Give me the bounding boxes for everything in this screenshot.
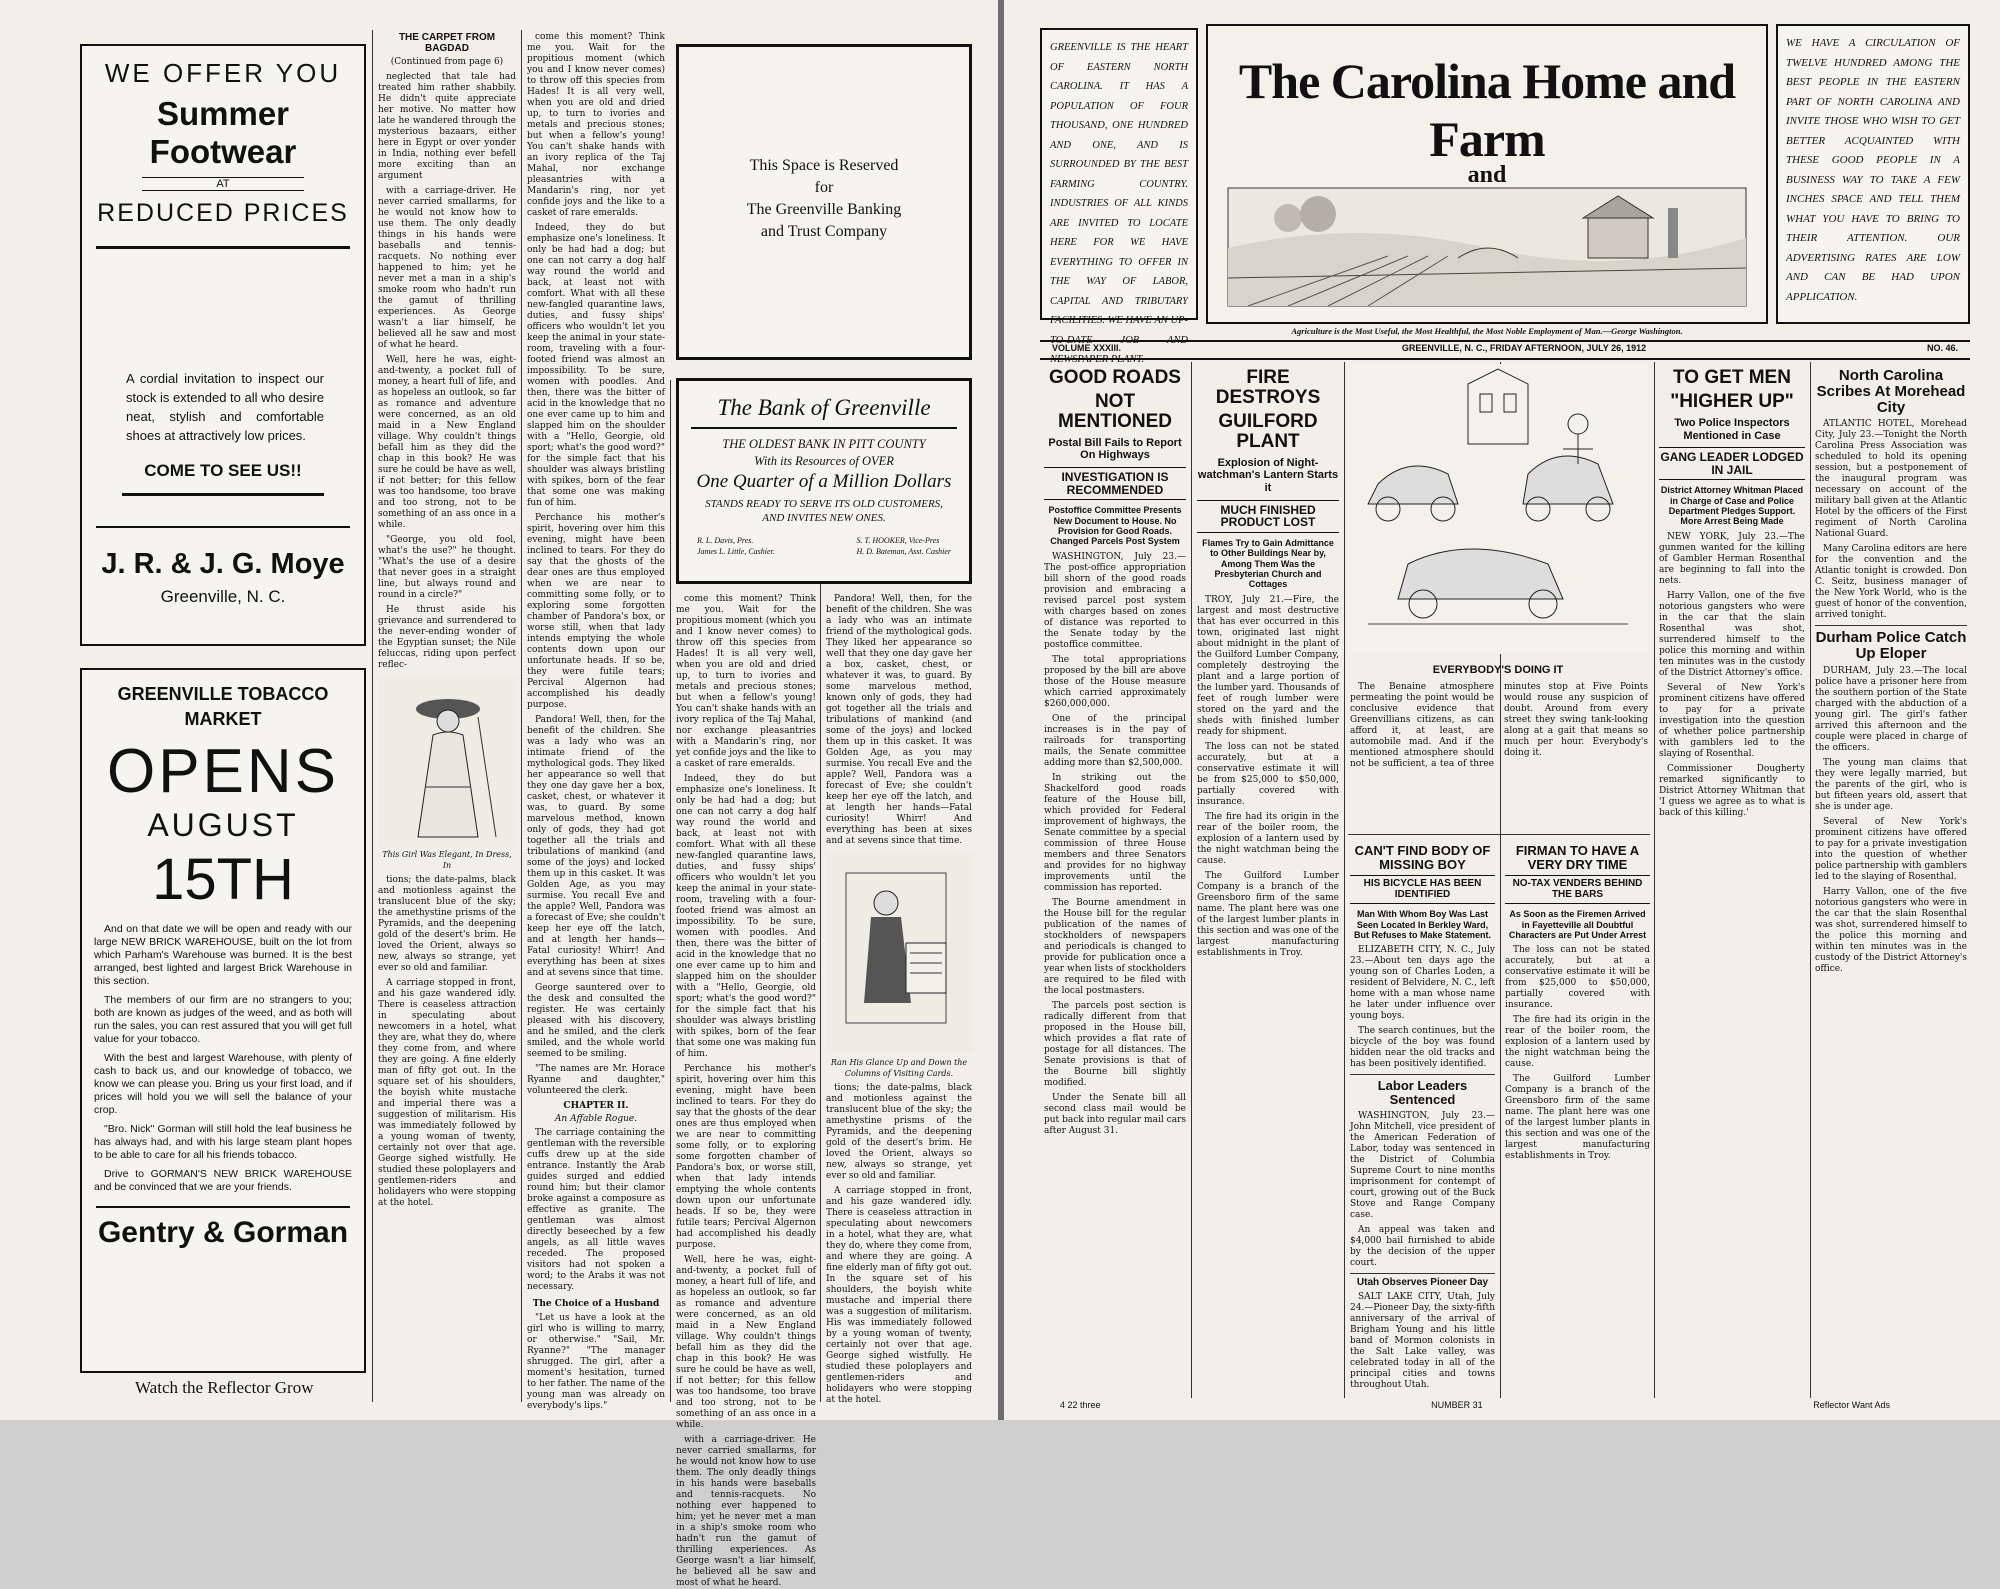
scribes-head: North Carolina Scribes At Morehead City — [1816, 367, 1966, 416]
article-paragraph: The parcels post section is radically different from that proposed in the House bill, which provides a flat rate of postage for all distances. The Senate provisions is that of the Bourne bill slightly modified. — [1044, 1000, 1186, 1088]
right-column-rule-4 — [1654, 362, 1655, 1398]
good-roads-deck1: Postal Bill Fails to Report On Highways — [1048, 436, 1182, 462]
article-scribes — [1815, 364, 1967, 1396]
man-illustration — [826, 853, 972, 1053]
farm-landscape-illustration — [1208, 178, 1766, 318]
labor-rule — [1350, 1074, 1495, 1075]
labor-head: Labor Leaders Sentenced — [1377, 1078, 1468, 1107]
cartoon — [1348, 364, 1648, 654]
left-page — [0, 0, 998, 1588]
fire-head3: MUCH FINISHED PRODUCT LOST — [1197, 500, 1339, 533]
missing-boy-deck1: HIS BICYCLE HAS BEEN IDENTIFIED — [1350, 875, 1495, 904]
article-paragraph: Many Carolina editors are here for the convention and the Atlantic tonight is crowded. Don C. Seitz, business manager of the New York World, who is the guest of honor of the convention, arrived tonight. — [1815, 544, 1967, 621]
article-paragraph: Under the Senate bill all second class mail would be put back into regular mail cars after August 31. — [1044, 1092, 1186, 1136]
story-paragraph: Well, here he was, eight-and-twenty, a pocket full of money, a heart full of life, and as hopeless an outlook, so far as romance and adventure were concerned, as an old maid in a New England village. Why couldn't things befall him as they did the chap in this book? He was sure he could be have as well, if not better; for this fellow was too handsome, too brave and too strong, not to be something of an ass once in a while. — [378, 355, 516, 530]
footwear-ad-line3: AT — [142, 177, 304, 191]
article-paragraph: SALT LAKE CITY, Utah, July 24.—Pioneer Day, the sixty-fifth anniversary of the arrival of Brigham Young and his little band of Mormon colonists in the Salt Lake valley, was celebrated today in all of the principal cities and towns throughout Utah. — [1350, 1292, 1495, 1391]
story-paragraph: Perchance his mother's spirit, hovering over him this evening, might have been inclined to tears. For they do say that the ghosts of the dear ones are thus employed when we are near to committing some folly, or to exploring some forgotten chamber of Pandora's box, or worse still, when that lady intends emptying the whole contents down upon our unfortunate heads. If so be, they were futile tears; Percival Algernon had accomplished his deadly purpose. — [527, 513, 665, 710]
article-paragraph: The loss can not be stated accurately, but at a conservative estimate it will be from $25,000 to $50,000, partially covered with insurance. — [1505, 945, 1650, 1011]
bank-ad-officers — [697, 535, 951, 557]
article-paragraph: ELIZABETH CITY, N. C., July 23.—About ten days ago the young son of Charles Loden, a resident of Belvidere, N. C., left home with a man whose name he later under influence over young boys. — [1350, 945, 1495, 1022]
article-paragraph: Harry Vallon, one of the five notorious gangsters who were in the car that the slain Rosenthal was shot, surrendered himself to the police this morning and within ten minutes was in the custody of the District Attorney's office. — [1815, 886, 1967, 974]
left-ear-box — [1040, 28, 1198, 326]
story-illustration-man — [826, 853, 972, 1053]
good-roads-head2: NOT MENTIONED — [1058, 390, 1172, 432]
right-column-rule-1 — [1191, 362, 1192, 1398]
masthead-motto: Agriculture is the Most Useful, the Most Healthful, the Most Noble Employment of Man.—George Washington. — [1291, 326, 1683, 336]
right-ear-box — [1776, 24, 1970, 324]
story-paragraph: come this moment? Think me you. Wait for the propitious moment (which you and I know never comes) to throw off this species from Hades! It is all very well, when you are old and dried up, to turn to ivories and metals and precious stones; but when a fellow's young! You can't shake hands with an ivory replica of the Taj Mahal, nor exchange pleasantries with a Mandarin's ring, nor yet confide joys and the like to a casket of rare emeralds. — [527, 32, 665, 218]
article-paragraph: The search continues, but the bicycle of the boy was found hidden near the old tracks and has been positively identified. — [1350, 1026, 1495, 1070]
bank-ad-officer: S. T. HOOKER, Vice-Pres — [856, 536, 940, 545]
story-paragraph: A carriage stopped in front, and his gaze wandered idly. There is ceaseless attraction in speculating about newcomers in a hotel, what they are, what they do, where they come from, and where they are going. A fine elderly man of fifty got out. In the square set of his shoulders, the boyish white mustache and imperial there was a suggestion of militarism. His was immediately followed by a young woman of twenty, certainly not over that age. George sighed wistfully. He studied these poloplayers and gentlemen-riders and holidayers who were stopping at the hotel. — [378, 978, 516, 1208]
durham-rule — [1815, 625, 1967, 626]
bank-ad-officers-left — [697, 535, 775, 557]
story-caption-2: Ran His Glance Up and Down the Columns of Visiting Cards. — [830, 1058, 968, 1078]
left-ear-text: GREENVILLE IS THE HEART OF EASTERN NORTH CAROLINA. IT HAS A POPULATION OF FOUR THOUSAND, ONE HUNDRED AND ONE, AND IS SURROUNDED BY THE BEST FARMING COUNTRY. INDUSTRIES OF ALL KINDS ARE INVITED TO LOCATE HERE FOR WE HAVE EVERYTHING TO OFFER IN THE WAY OF LABOR, CAPITAL AND TRIBUTARY FACILITIES. WE HAVE AN UP- — [1050, 42, 1188, 326]
banking-space-line4: and Trust Company — [760, 223, 888, 240]
article-good-roads — [1044, 364, 1186, 1396]
chapter-text: The carriage containing the gentleman with the reversible cuffs drew up at the side entrance. Instantly the Arab guides surged and eddied round him; but their clamor broke against a composure as effective as granite. The gentleman was almost directly beseeched by a few angels, as all little waves receded. The proposed visitors had not spoken a word; to the Arabs it was not necessary. — [527, 1128, 665, 1292]
story-continued: (Continued from page 6) — [390, 57, 504, 67]
good-roads-head1: GOOD ROADS — [1049, 367, 1181, 388]
dateline-rule-bottom — [1040, 358, 1970, 360]
left-column-rule-3 — [670, 380, 671, 1402]
story-paragraph: "The names are Mr. Horace Ryanne and daughter," volunteered the clerk. — [527, 1064, 665, 1096]
banking-space-line1: This Space is Reserved — [749, 157, 899, 174]
article-missing-boy — [1350, 840, 1495, 1396]
right-column-rule-5 — [1810, 362, 1811, 1398]
article-paragraph: Commissioner Dougherty remarked significantly to District Attorney Whitman that 'I guess we agree as to what is back of this killing.' — [1659, 763, 1805, 818]
cartoon-caption: EVERYBODY'S DOING IT — [1432, 664, 1564, 676]
volume-label: VOLUME XXXIII. — [1052, 343, 1122, 353]
story-paragraph: with a carriage-driver. He never carried smallarms, for he would not know how to use them. The only deadly things in his hands were baseballs and tennis-racquets. No nothing ever happened to him; yet he never met a man in a ship's smoke room who hadn't run the gamut of thrilling experiences. As George wasn't a liar himself, he believed all he saw and most of what he heard. — [676, 1435, 816, 1588]
footwear-ad-cta: COME TO SEE US!! — [144, 461, 302, 480]
article-paragraph: The Guilford Lumber Company is a branch of the Greensboro firm of the same name. The plant here was one of the largest lumber plants in this section and was one of the largest manufacturing establishments in Troy. — [1505, 1074, 1650, 1162]
story-paragraph: tions; the date-palms, black and motionless against the translucent blue of the sky; the amethystine prisms of the Pyramids, and the deepening gold of the desert's brim. He loved the Orient, always so new, always so strange, yet ever so old and familiar. — [378, 875, 516, 973]
pioneer-head: Utah Observes Pioneer Day — [1356, 1276, 1489, 1288]
story-paragraph: Pandora! Well, then, for the benefit of the children. She was a lady who was an intimate friend of the mythological gods. They liked her appearance so well that they one day gave her a box, casket, chest, or whatever it was, to guard. By some marvelous method, known only of gods, they had got together all the trials and tribulations of mankind (and some of the joys) and locked them up in this casket. It was Golden Age, as you may surmise. You recall Eve and the apple? Well, Pandora was a forecast of Eve; she couldn't keep her eye off the latch, and at length her hands—Fatal curiosity! Whirr! And everything has been at sixes and at sevens since that time. — [826, 594, 972, 846]
masthead-box — [1206, 24, 1768, 324]
footwear-ad-divider-2 — [122, 493, 324, 496]
article-paragraph: ATLANTIC HOTEL, Morehead City, July 23.—Tonight the North Carolina Press Association was scheduled to hold its opening session, but a postponement of the inaugural program was necessary on account of the military ball given at the Atlantic Hotel by the officers of the First regiment of North Carolina National Guard. — [1815, 419, 1967, 540]
bank-ad-line3: One Quarter of a Million Dollars — [696, 471, 952, 492]
tobacco-ad-body2: The members of our firm are no strangers to you; both are known as judges of the weed, and as both will run the sales, you can rest assured that you will get full value for your tobacco. — [94, 994, 352, 1045]
tobacco-ad-body4: "Bro. Nick" Gorman will still hold the leaf business he has always had, and with his large steam plant hopes to be able to care for all his friends tobacco. — [94, 1123, 352, 1161]
article-paragraph: The loss can not be stated accurately, but at a conservative estimate it will be from $25,000 to $50,000, partially covered with insurance. — [1197, 741, 1339, 807]
article-firman — [1505, 840, 1650, 1396]
story-column-1 — [378, 32, 516, 1400]
missing-boy-head1: CAN'T FIND BODY OF MISSING BOY — [1354, 843, 1491, 872]
footwear-ad-body: A cordial invitation to inspect our stock is extended to all who desire neat, stylish and comfortable shoes at attractively low prices. — [126, 371, 324, 443]
article-paragraph: Harry Vallon, one of the five notorious gangsters who were in the car that the slain Rosenthal was shot, surrendered himself to the police this morning and within ten minutes was in the custody of the District Attorney's office. — [1659, 590, 1805, 678]
story-caption-1: This Girl Was Elegant, In Dress, In — [382, 850, 512, 870]
good-roads-head3: INVESTIGATION IS RECOMMENDED — [1044, 467, 1186, 500]
story-paragraph: neglected that tale had treated him rather shabbily. He didn't quite appreciate her motive. No matter how late he wandered through the mysterious bazaars, either here in Egypt or over yonder in India, nothing ever befell more exciting than an argument — [378, 72, 516, 181]
durham-head: Durham Police Catch Up Eloper — [1815, 629, 1967, 662]
higher-up-deck2: District Attorney Whitman Placed in Charge of Case and Police Department Pledges Support. More Arrest Being Made — [1660, 485, 1804, 527]
tobacco-ad-day: 15TH — [152, 847, 294, 912]
cartoon-rule — [1348, 834, 1650, 835]
article-higher-up — [1659, 364, 1805, 1396]
left-column-rule-1 — [372, 30, 373, 1402]
article-paragraph: An appeal was taken and $4,000 bail furnished to abide by the decision of the upper court. — [1350, 1224, 1495, 1268]
firman-deck2: As Soon as the Firemen Arrived in Fayetteville all Doubtful Characters are Put Under Arrest — [1508, 909, 1647, 940]
right-column-rule-2 — [1344, 362, 1345, 1398]
bank-ad-officers-right — [856, 535, 951, 557]
girl-illustration — [378, 677, 516, 847]
fire-deck2: Flames Try to Gain Admittance to Other Buildings Near by, Among Them Was the Presbyterian Church and Cottages — [1202, 537, 1334, 590]
story-paragraph: Well, here he was, eight-and-twenty, a pocket full of money, a heart full of life, and as hopeless an outlook, so far as romance and adventure were concerned, as an old maid in a New England village. Why couldn't things befall him as they did the chap in this book? He was sure he could be have as well, if not better; for this fellow was too handsome, too brave and too strong, not to be something of an ass once in a while. — [676, 1255, 816, 1430]
article-paragraph: The Bourne amendment in the House bill for the regular publication of the names of stockholders of newspapers and periodicals is changed to provide for publication once a year when lists of stockholders are required to be filed with the local postmasters. — [1044, 897, 1186, 996]
footwear-ad-company: J. R. & J. G. Moye — [101, 548, 345, 580]
story-paragraph: He thrust aside his grievance and surrendered to the never-ending wonder of the Egyptian sunset; the Nile feluccas, riding upon perfect reflec- — [378, 605, 516, 670]
higher-up-head1: TO GET MEN — [1673, 367, 1791, 388]
banking-space-ad — [676, 44, 972, 360]
tobacco-ad-firm: Gentry & Gorman — [97, 1216, 349, 1249]
bank-ad-rule — [691, 427, 957, 429]
bank-ad-line4: STANDS READY TO SERVE ITS OLD CUSTOMERS, AND INVITES NEW ONES. — [705, 498, 943, 524]
tobacco-ad-title2: MARKET — [184, 709, 262, 729]
left-column-rule-2 — [521, 30, 522, 1402]
article-paragraph: The Guilford Lumber Company is a branch of the Greensboro firm of the same name. The plant here was one of the largest lumber plants in this section and was one of the largest manufacturing establishments in Troy. — [1197, 870, 1339, 958]
tobacco-ad-body1: And on that date we will be open and ready with our large NEW BRICK WAREHOUSE, built on the lot from which Parham's Warehouse was burned. It is the best arranged, best lighted and largest Brick Warehouse in this section. — [94, 923, 352, 987]
story-paragraph: with a carriage-driver. He never carried smallarms, for he would not know how to use them. The only deadly things in his hands were baseballs and tennis-racquets. No nothing ever happened to him; yet he never met a man in a ship's smoke room who hadn't run the gamut of thrilling experiences. As George wasn't a liar himself, he believed all he saw and most of what he heard. — [378, 186, 516, 350]
banking-space-line2: for — [814, 179, 834, 196]
dateline-rule-top — [1040, 340, 1970, 342]
banking-space-line3: The Greenville Banking — [746, 201, 902, 218]
firman-deck1: NO-TAX VENDERS BEHIND THE BARS — [1505, 875, 1650, 904]
bank-ad-officer: H. D. Bateman, Asst. Cashier — [856, 547, 951, 556]
right-footer — [1040, 1400, 1970, 1414]
article-paragraph: The total appropriations proposed by the bill are above those of the House measure which carried approximately $260,000,000. — [1044, 654, 1186, 709]
article-paragraph: DURHAM, July 23.—The local police have a prisoner here from the southern portion of the State charged with the abduction of a young girl. The girl's father arrived this afternoon and the couple were placed in charge of the officers. — [1815, 665, 1967, 753]
story-paragraph: "George, you old fool, what's the use?" he thought. "What's the use of a desire that never goes in a straight line, but always round and round in a circle?" — [378, 535, 516, 600]
story-paragraph: A carriage stopped in front, and his gaze wandered idly. There is ceaseless attraction in speculating about newcomers in a hotel, what they are, what they do, where they come from, and where they are going. A fine elderly man of fifty got out. In the square set of his shoulders, the boyish white mustache and imperial there was a suggestion of militarism. His was immediately followed by a young woman of twenty, certainly not over that age. George sighed wistfully. He studied these poloplayers and gentlemen-riders and holidayers who were stopping at the hotel. — [826, 1186, 972, 1405]
right-ear-text: WE HAVE A CIRCULATION OF TWELVE HUNDRED AMONG THE BEST PEOPLE IN THE EASTERN PART OF NORTH CAROLINA AND INVITE THOSE WHO WISH TO GET BETTER ACQUAINTED WITH THESE GOOD PEOPLE IN A BUSINESS WAY TO TAKE A FEW INCHES SPACE AND TELL THEM WHAT YOU HAVE TO BRING TO THEIR ATTENTION. OUR ADVERTISING RATES ARE LOW AND CAN BE HAD UPON APPLICATION. — [1786, 37, 1960, 303]
story-paragraph: George sauntered over to the desk and consulted the register. He was certainly pleased with his discovery, and he smiled, and the clerk smiled, and the whole world seemed to be smiling. — [527, 983, 665, 1059]
missing-boy-deck2: Man With Whom Boy Was Last Seen Located In Berkley Ward, But Refuses to Make Statement. — [1353, 909, 1492, 940]
story-paragraph: Indeed, they do but emphasize one's loneliness. It only be had had a dog; but one can not carry a dog half way round the world and back, at least not with comfort. What with all these new-fangled quarantine laws, duties, and fussy ships' officers who wouldn't let you keep the animal in your state-room, traveling with a four-footed friend was almost an impossibility. To be sure, women with poodles. And then, there was the bitter of acid in the knowledge that no one ever came up to him and slapped him on the shoulder with a "Hello, Georgie, old sport; what's the good word?" for the simple fact that his shoulder was always bristling with spikes, born of the fear that some one was making fun of him. — [527, 223, 665, 508]
bank-ad-line2: With its Resources of OVER — [754, 454, 894, 468]
tobacco-ad-title1: GREENVILLE TOBACCO — [117, 684, 329, 704]
article-paragraph: The fire had its origin in the rear of the boiler room, the explosion of a lantern used by the night watchman being the cause. — [1197, 811, 1339, 866]
footwear-ad — [80, 44, 366, 646]
bank-ad-officer: R. L. Davis, Pres. — [697, 536, 754, 545]
story-paragraph: Perchance his mother's spirit, hovering over him this evening, might have been inclined to tears. For they do say that the ghosts of the dear ones are thus employed when we are near to committing some folly, or to exploring some forgotten chamber of Pandora's box, or worse still, when that lady intends emptying the whole contents down upon our unfortunate heads. If so be, they were futile tears; Percival Algernon had accomplished his deadly purpose. — [676, 1064, 816, 1250]
article-paragraph: Several of New York's prominent citizens have offered to pay for a private investigation into the question of whether police partnership with gamblers led to the slaying of Rosenthal. — [1815, 816, 1967, 882]
higher-up-head2: "HIGHER UP" — [1670, 390, 1794, 412]
issue-number: NO. 46. — [1926, 343, 1958, 353]
tobacco-ad-opens: OPENS — [106, 737, 340, 806]
story-column-4 — [826, 594, 972, 1405]
article-paragraph: The young man claims that they were legally married, but the parents of the girl, who is but fifteen years old, assert that she is under age. — [1815, 757, 1967, 812]
article-paragraph: TROY, July 21.—Fire, the largest and most destructive that has ever occurred in this town, originated last night about midnight in the plant of the Guilford Lumber Company, completely destroying the plant and a large portion of the lumber yard. Thousands of feet of rough lumber were stored on the yard and the sheds with finished lumber ready for shipment. — [1197, 594, 1339, 737]
tobacco-ad-body5: Drive to GORMAN'S NEW BRICK WAREHOUSE and be convinced that we are your friends. — [94, 1168, 352, 1193]
higher-up-deck1: Two Police Inspectors Mentioned in Case — [1674, 416, 1790, 442]
story-paragraph: tions; the date-palms, black and motionless against the translucent blue of the sky; the amethystine prisms of the Pyramids, and the deepening gold of the desert's brim. He loved the Orient, always so new, always so strange, yet ever so old and familiar. — [826, 1083, 972, 1181]
story-paragraph: Indeed, they do but emphasize one's loneliness. It only be had had a dog; but one can not carry a dog half way round the world and back, at least not with comfort. What with all these new-fangled quarantine laws, duties, and fussy ships' officers who wouldn't let you keep the animal in your state-room, traveling with a four-footed friend was almost an impossibility. To be sure, women with poodles. And then, there was the bitter of acid in the knowledge that no one ever came up to him and slapped him on the shoulder with a "Hello, Georgie, old sport; what's the good word?" for the simple fact that his shoulder was always bristling with spikes, born of the fear that some one was making fun of him. — [676, 774, 816, 1059]
article-paragraph: WASHINGTON, July 23.—John Mitchell, vice president of the American Federation of Labor, today was sentenced in the District of Columbia Supreme Court to nine months imprisonment for contempt of court, growing out of the Buck Stove and Range Company case. — [1350, 1110, 1495, 1220]
footwear-ad-city: Greenville, N. C. — [160, 587, 286, 606]
fire-head2: GUILFORD PLANT — [1218, 410, 1318, 452]
footer-tagline: Watch the Reflector Grow — [135, 1378, 314, 1397]
cartoon-text: The Benaine atmosphere permeating the point would be conclusive evidence that Greenvillians citizens, as can afford it, at least, are automobile mad. And if the mentioned atmosphere should not be sufficient, a tea of three minutes stop at Five Points would rouse any suspicion of doubt. Around from every street they swing tank-looking along at a gait that means so much per hour. Everybody's doing it. — [1350, 682, 1648, 769]
chapter-title: An Affable Rogue. — [554, 1114, 638, 1124]
story-column-2 — [527, 32, 665, 1411]
tobacco-ad-month: AUGUST — [147, 807, 299, 843]
story-column-3 — [676, 594, 816, 1588]
higher-up-head3: GANG LEADER LODGED IN JAIL — [1659, 447, 1805, 480]
bank-greenville-ad — [676, 378, 972, 584]
footer-right: Reflector Want Ads — [1813, 1400, 1890, 1410]
tobacco-ad — [80, 668, 366, 1373]
footwear-ad-divider-3 — [96, 526, 350, 528]
fire-deck1: Explosion of Night-watchman's Lantern Starts it — [1197, 456, 1339, 495]
article-paragraph: The fire had its origin in the rear of the boiler room, the explosion of a lantern used by the night watchman being the cause. — [1505, 1015, 1650, 1070]
bank-ad-line1: THE OLDEST BANK IN PITT COUNTY — [722, 437, 926, 451]
article-paragraph: NEW YORK, July 23.—The gunmen wanted for the killing of Gambler Herman Rosenthal are beginning to fall into the nets. — [1659, 531, 1805, 586]
chapter-number: CHAPTER II. — [563, 1101, 629, 1111]
story-section-title: The Choice of a Husband — [532, 1299, 660, 1309]
bank-ad-officer: James L. Little, Cashier. — [697, 547, 775, 556]
article-paragraph: WASHINGTON, July 23.—The post-office appropriation bill shorn of the good roads provision and embracing a revised parcel post system with charges based on zones of distance was reported to the Senate today by the postoffice committee. — [1044, 551, 1186, 650]
story-illustration-girl — [378, 677, 516, 847]
tobacco-ad-body3: With the best and largest Warehouse, with plenty of cash to back us, and our knowledge of tobacco, we know we can please you. Bring us your first load, and if prices will hold you we will sell the balance of your crop. — [94, 1052, 352, 1116]
tobacco-ad-body — [94, 923, 352, 1194]
footwear-ad-line4: REDUCED PRICES — [97, 199, 349, 227]
firman-head: FIRMAN TO HAVE A VERY DRY TIME — [1515, 843, 1640, 872]
story-section-text: "Let us have a look at the girl who is willing to marry, or otherwise." "Sail, Mr. Ryanne?" "The manager shrugged. The girl, after a moment's hesitation, turned to her father. The name of the young man was already on everybody's lips." — [527, 1313, 665, 1411]
story-title: THE CARPET FROM BAGDAD — [398, 32, 496, 54]
footwear-ad-line2: Summer Footwear — [149, 95, 297, 170]
masthead-title-1: The Carolina Home and Farm — [1238, 53, 1736, 167]
bank-ad-title: The Bank of Greenville — [717, 395, 931, 420]
story-paragraph: Pandora! Well, then, for the benefit of the children. She was a lady who was an intimate friend of the mythological gods. They liked her appearance so well that they one day gave her a box, casket, chest, or whatever it was, to guard. By some marvelous method, known only of gods, they had got together all the trials and tribulations of mankind (and some of the joys) and locked them up in this casket. It was Golden Age, as you may surmise. You recall Eve and the apple? Well, Pandora was a forecast of Eve; she couldn't keep her eye off the latch, and at length her hands—Fatal curiosity! Whirr! And everything has been at sixes and at sevens since that time. — [527, 715, 665, 978]
right-page — [1004, 0, 2000, 1420]
article-fire — [1197, 364, 1339, 1396]
article-paragraph: One of the principal increases is in the pay of railroads for transporting mails, the Senate committee adding more than $2,500,000. — [1044, 713, 1186, 768]
article-paragraph: Several of New York's prominent citizens have offered to pay for a private investigation into the question of whether police partnership with gamblers led to the slaying of Rosenthal. — [1659, 682, 1805, 759]
article-paragraph: In striking out the Shackelford good roads feature of the House bill, which provided for Federal improvement of highways, the Senate committee by a special commission of three House members and three Senators and provides for no highway improvements until the commission has reported. — [1044, 772, 1186, 893]
footwear-ad-line1: WE OFFER YOU — [104, 58, 342, 88]
footer-left: 4 22 three — [1060, 1400, 1101, 1410]
masthead-and: and — [1467, 162, 1507, 188]
dateline-bar — [1040, 343, 1970, 357]
fire-head1: FIRE DESTROYS — [1215, 367, 1321, 408]
dateline-label: GREENVILLE, N. C., FRIDAY AFTERNOON, JULY 26, 1912 — [1401, 343, 1647, 353]
pioneer-rule — [1350, 1273, 1495, 1274]
footwear-ad-divider — [96, 246, 350, 249]
tobacco-ad-divider — [96, 1206, 350, 1208]
footer-mid: NUMBER 31 — [1431, 1400, 1483, 1410]
good-roads-deck2: Postoffice Committee Presents New Document to House. No Provision for Good Roads. Changed Parcels Post System — [1048, 505, 1182, 547]
story-paragraph: come this moment? Think me you. Wait for the propitious moment (which you and I know never comes) to throw off this species from Hades! It is all very well, when you are old and dried up, to turn to ivories and metals and precious stones; but when a fellow's young! You can't shake hands with an ivory replica of the Taj Mahal, nor exchange pleasantries with a Mandarin's ring, nor yet confide joys and the like to a casket of rare emeralds. — [676, 594, 816, 769]
cartoon-automobiles-illustration — [1348, 364, 1648, 654]
